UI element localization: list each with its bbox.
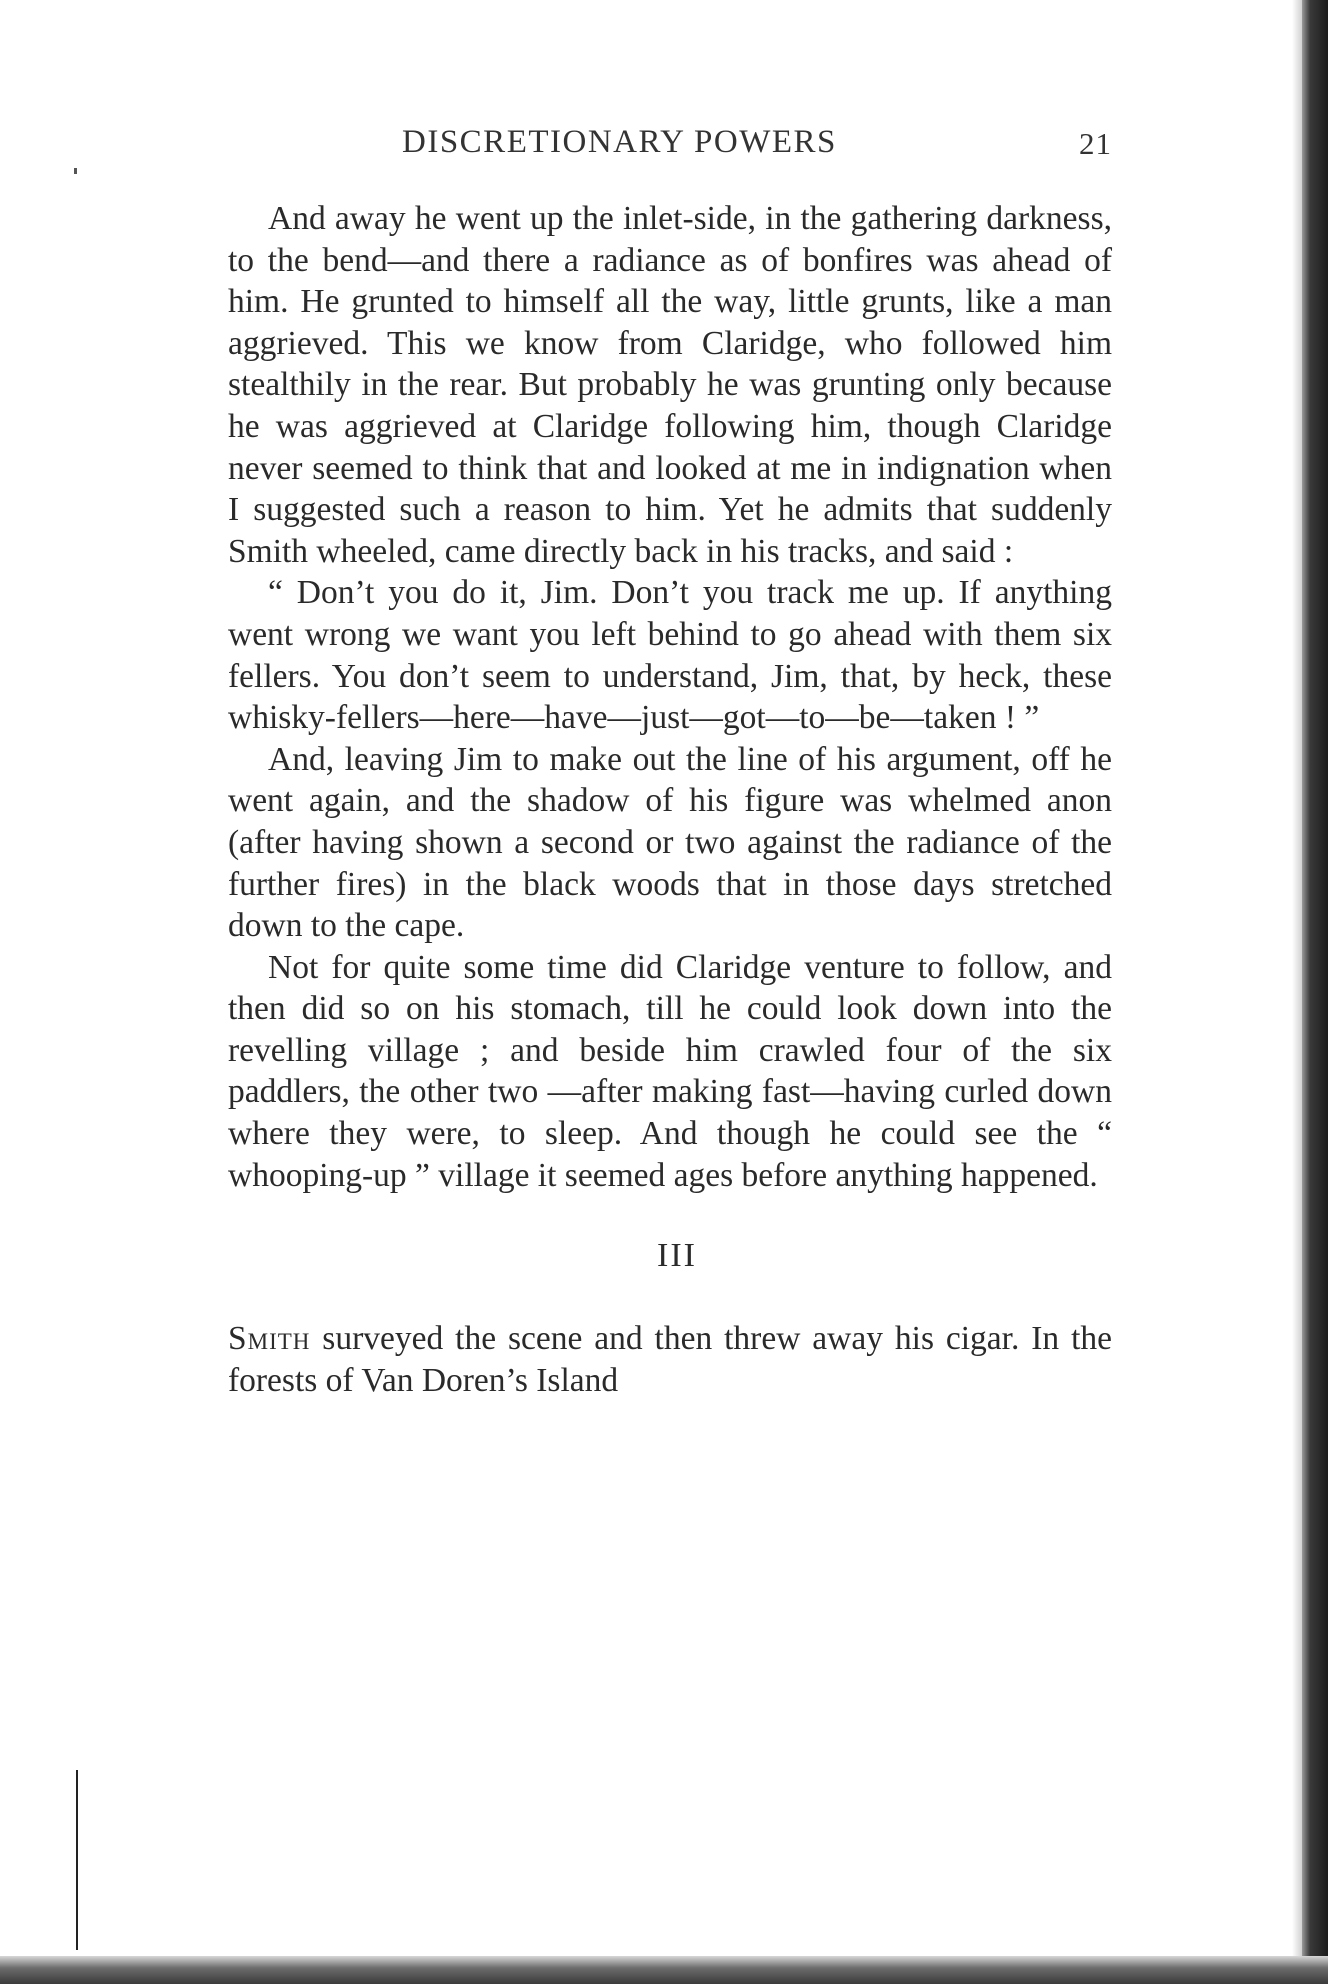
paragraph: “ Don’t you do it, Jim. Don’t you track me up. If anything went wrong we want you left behind to go ahead with them six fellers. You don’t seem to understand, Jim, that, by heck, these whisky-fellers—here—have—just—got—to—be—taken ! ” [228,574,1112,737]
page-edge-right [1302,0,1328,1984]
paragraph: Not for quite some time did Claridge venture to follow, and then did so on his stomach, till he could look down into the revelling village ; and beside him crawled four of the six paddlers, the other two —after making fast—having curled down where they were, to sleep. And though he could see the “ whooping-up ” village it seemed ages before anything happened. [228,948,1112,1194]
running-head [232,124,1112,168]
scan-speck [74,168,77,174]
paragraph [228,1318,1112,1401]
page-edge-shadow [1292,0,1302,1984]
page-edge-bottom [0,1956,1328,1984]
binding-mark [76,1770,78,1950]
paragraph: And, leaving Jim to make out the line of his argument, off he went again, and the shadow of his figure was whelmed anon (after having shown a second or two against the radiance of the further fires) in the black woods that in those days stretched down to the cape. [228,740,1112,945]
paragraph-text: surveyed the scene and then threw away his cigar. In the forests of Van Doren’s Island [228,1320,1112,1399]
lead-word: Smith [228,1320,311,1358]
page-number: 21 [1079,126,1112,161]
body-text [228,198,1112,1401]
running-title: DISCRETIONARY POWERS [402,124,837,160]
section-number: III [657,1237,697,1275]
paragraph: And away he went up the inlet-side, in the gathering darkness, to the bend—and there a radiance as of bonfires was ahead of him. He grunted to himself all the way, little grunts, like a man aggrieved. This we know from Claridge, who followed him stealthily in the rear. But probably he was grunting only because he was aggrieved at Claridge following him, though Claridge never seemed to think that and looked at me in indignation when I suggested such a reason to him. Yet he admits that suddenly Smith wheeled, came directly back in his tracks, and said : [228,200,1112,570]
